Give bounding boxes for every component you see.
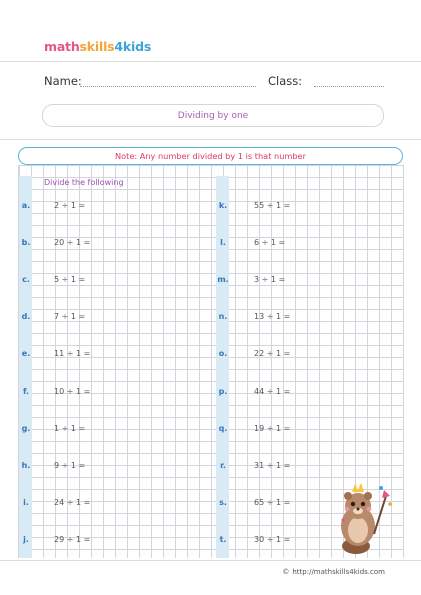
- class-field-line[interactable]: [314, 86, 384, 87]
- division-problem: 10 ÷ 1 =: [54, 386, 91, 396]
- beaver-mascot-illustration: [334, 474, 396, 558]
- title-divider: [0, 139, 421, 140]
- worksheet-title-box: [42, 104, 384, 127]
- brand-logo: [44, 41, 151, 54]
- problem-letter: c.: [22, 275, 30, 285]
- instruction-text: Divide the following: [44, 178, 124, 187]
- division-problem: 3 ÷ 1 =: [254, 275, 286, 285]
- division-problem: 44 ÷ 1 =: [254, 386, 291, 396]
- footer-url[interactable]: http://mathskills4kids.com: [292, 568, 385, 576]
- division-problem: 6 ÷ 1 =: [254, 238, 286, 248]
- header-divider: [0, 61, 421, 62]
- division-problem: 1 ÷ 1 =: [54, 423, 86, 433]
- problem-letter: n.: [218, 312, 228, 322]
- division-problem: 29 ÷ 1 =: [54, 534, 91, 544]
- problem-letter: e.: [21, 349, 31, 359]
- name-label: Name:: [44, 74, 82, 88]
- division-problem: 19 ÷ 1 =: [254, 423, 291, 433]
- problem-letter: h.: [21, 460, 31, 470]
- class-label: Class:: [268, 74, 303, 88]
- division-problem: 55 ÷ 1 =: [254, 201, 291, 210]
- division-problem: 7 ÷ 1 =: [54, 312, 86, 322]
- problem-letter: t.: [219, 534, 227, 544]
- note-text: Note: Any number divided by 1 is that number: [115, 151, 306, 161]
- problem-letter: l.: [220, 238, 226, 248]
- problem-letter: i.: [23, 497, 29, 507]
- problem-letter: q.: [218, 423, 228, 433]
- problem-letter: b.: [21, 238, 31, 248]
- problem-letter: p.: [218, 386, 228, 396]
- division-problem: 9 ÷ 1 =: [54, 460, 86, 470]
- problem-letter: s.: [219, 497, 227, 507]
- division-problem: 31 ÷ 1 =: [254, 460, 291, 470]
- division-problem: 5 ÷ 1 =: [54, 275, 86, 285]
- division-problem: 13 ÷ 1 =: [254, 312, 291, 322]
- logo-part-4kids: 4kids: [114, 39, 152, 54]
- logo-part-math: math: [44, 39, 80, 54]
- division-problem: 24 ÷ 1 =: [54, 497, 91, 507]
- problem-letter: m.: [217, 275, 229, 285]
- copyright-icon: ©: [282, 568, 290, 576]
- problem-letter: o.: [218, 349, 228, 359]
- division-problem: 2 ÷ 1 =: [54, 201, 86, 210]
- problem-letter: j.: [23, 534, 29, 544]
- division-problem: 11 ÷ 1 =: [54, 349, 91, 359]
- footer: [282, 568, 385, 576]
- problem-letter: f.: [22, 386, 30, 396]
- problem-letter: k.: [218, 201, 228, 210]
- division-problem: 22 ÷ 1 =: [254, 349, 291, 359]
- division-problem: 20 ÷ 1 =: [54, 238, 91, 248]
- problem-letter: d.: [21, 312, 31, 322]
- problem-letter: g.: [21, 423, 31, 433]
- division-problem: 65 ÷ 1 =: [254, 497, 291, 507]
- division-problem: 30 ÷ 1 =: [254, 534, 291, 544]
- footer-divider: [0, 560, 421, 561]
- problem-letter: r.: [220, 460, 226, 470]
- worksheet-title: Dividing by one: [177, 110, 249, 121]
- note-banner: [18, 147, 403, 165]
- problem-letter: a.: [21, 201, 31, 210]
- logo-part-skills: skills: [79, 39, 115, 54]
- name-field-line[interactable]: [80, 86, 256, 87]
